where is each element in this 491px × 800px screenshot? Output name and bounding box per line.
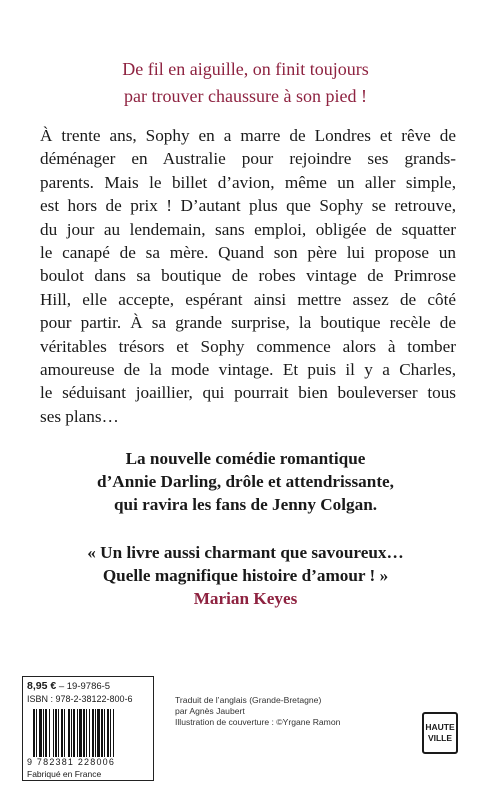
review-quote <box>40 541 451 610</box>
blurb-line: amoureuse de la mode vintage. Et puis il y a Charles, <box>40 360 456 380</box>
pitch-line: La nouvelle comédie romantique <box>125 449 366 468</box>
tagline <box>40 56 451 110</box>
blurb-line: déménager en Australie pour rejoindre ses grands- <box>40 149 456 169</box>
isbn: ISBN : 978-2-38122-800-6 <box>27 694 133 704</box>
blurb-paragraph <box>40 124 456 428</box>
price: 8,95 € <box>27 680 57 692</box>
credit-line: Illustration de couverture : ©Yrgane Ramon <box>175 717 341 727</box>
blurb-line: le canapé de sa mère. Quand son père lui propose un <box>40 243 456 263</box>
blurb-line: véritables trésors et Sophy commence alors à tomber <box>40 336 456 356</box>
pitch <box>40 447 451 516</box>
publisher-logo <box>422 712 458 754</box>
quote-line: Quelle magnifique histoire d’amour ! » <box>102 566 389 585</box>
logo-line: VILLE <box>427 733 453 743</box>
blurb-line: est hors de prix ! D’autant plus que Sophy se retrouve, <box>40 196 456 216</box>
barcode-box <box>22 676 154 781</box>
blurb-line: pour partir. À sa grande surprise, la boutique recèle de <box>40 313 456 333</box>
blurb-line: boulot dans sa boutique de robes vintage de Primrose <box>40 266 456 286</box>
blurb-line: du jour au lendemain, sans emploi, obligée de squatter <box>40 219 456 239</box>
quote-line: « Un livre aussi charmant que savoureux… <box>87 543 404 562</box>
blurb-line: À trente ans, Sophy en a marre de Londres et rêve de <box>40 126 456 145</box>
logo-line: HAUTE <box>425 722 455 732</box>
credits <box>175 695 395 728</box>
pitch-line: qui ravira les fans de Jenny Colgan. <box>113 495 378 514</box>
barcode-digits: 9 782381 228006 <box>27 757 116 767</box>
product-code: – 19-9786-5 <box>56 681 111 692</box>
made-in: Fabriqué en France <box>27 769 102 779</box>
tagline-line: par trouver chaussure à son pied ! <box>124 86 367 106</box>
blurb-line: parents. Mais le billet d’avion, même un aller simple, <box>40 172 456 192</box>
credit-line: Traduit de l’anglais (Grande-Bretagne) <box>175 695 322 705</box>
blurb-line: ses plans… <box>40 406 119 426</box>
barcode-icon <box>33 709 149 757</box>
quote-author: Marian Keyes <box>193 589 298 608</box>
tagline-line: De fil en aiguille, on finit toujours <box>122 59 369 79</box>
price-row <box>27 680 110 692</box>
blurb-line: Hill, elle accepte, espérant ainsi mettre assez de côté <box>40 289 456 309</box>
credit-line: par Agnès Jaubert <box>175 706 245 716</box>
pitch-line: d’Annie Darling, drôle et attendrissante, <box>97 472 394 491</box>
blurb-line: le séduisant joaillier, qui pourrait bien bouleverser tous <box>40 383 456 403</box>
